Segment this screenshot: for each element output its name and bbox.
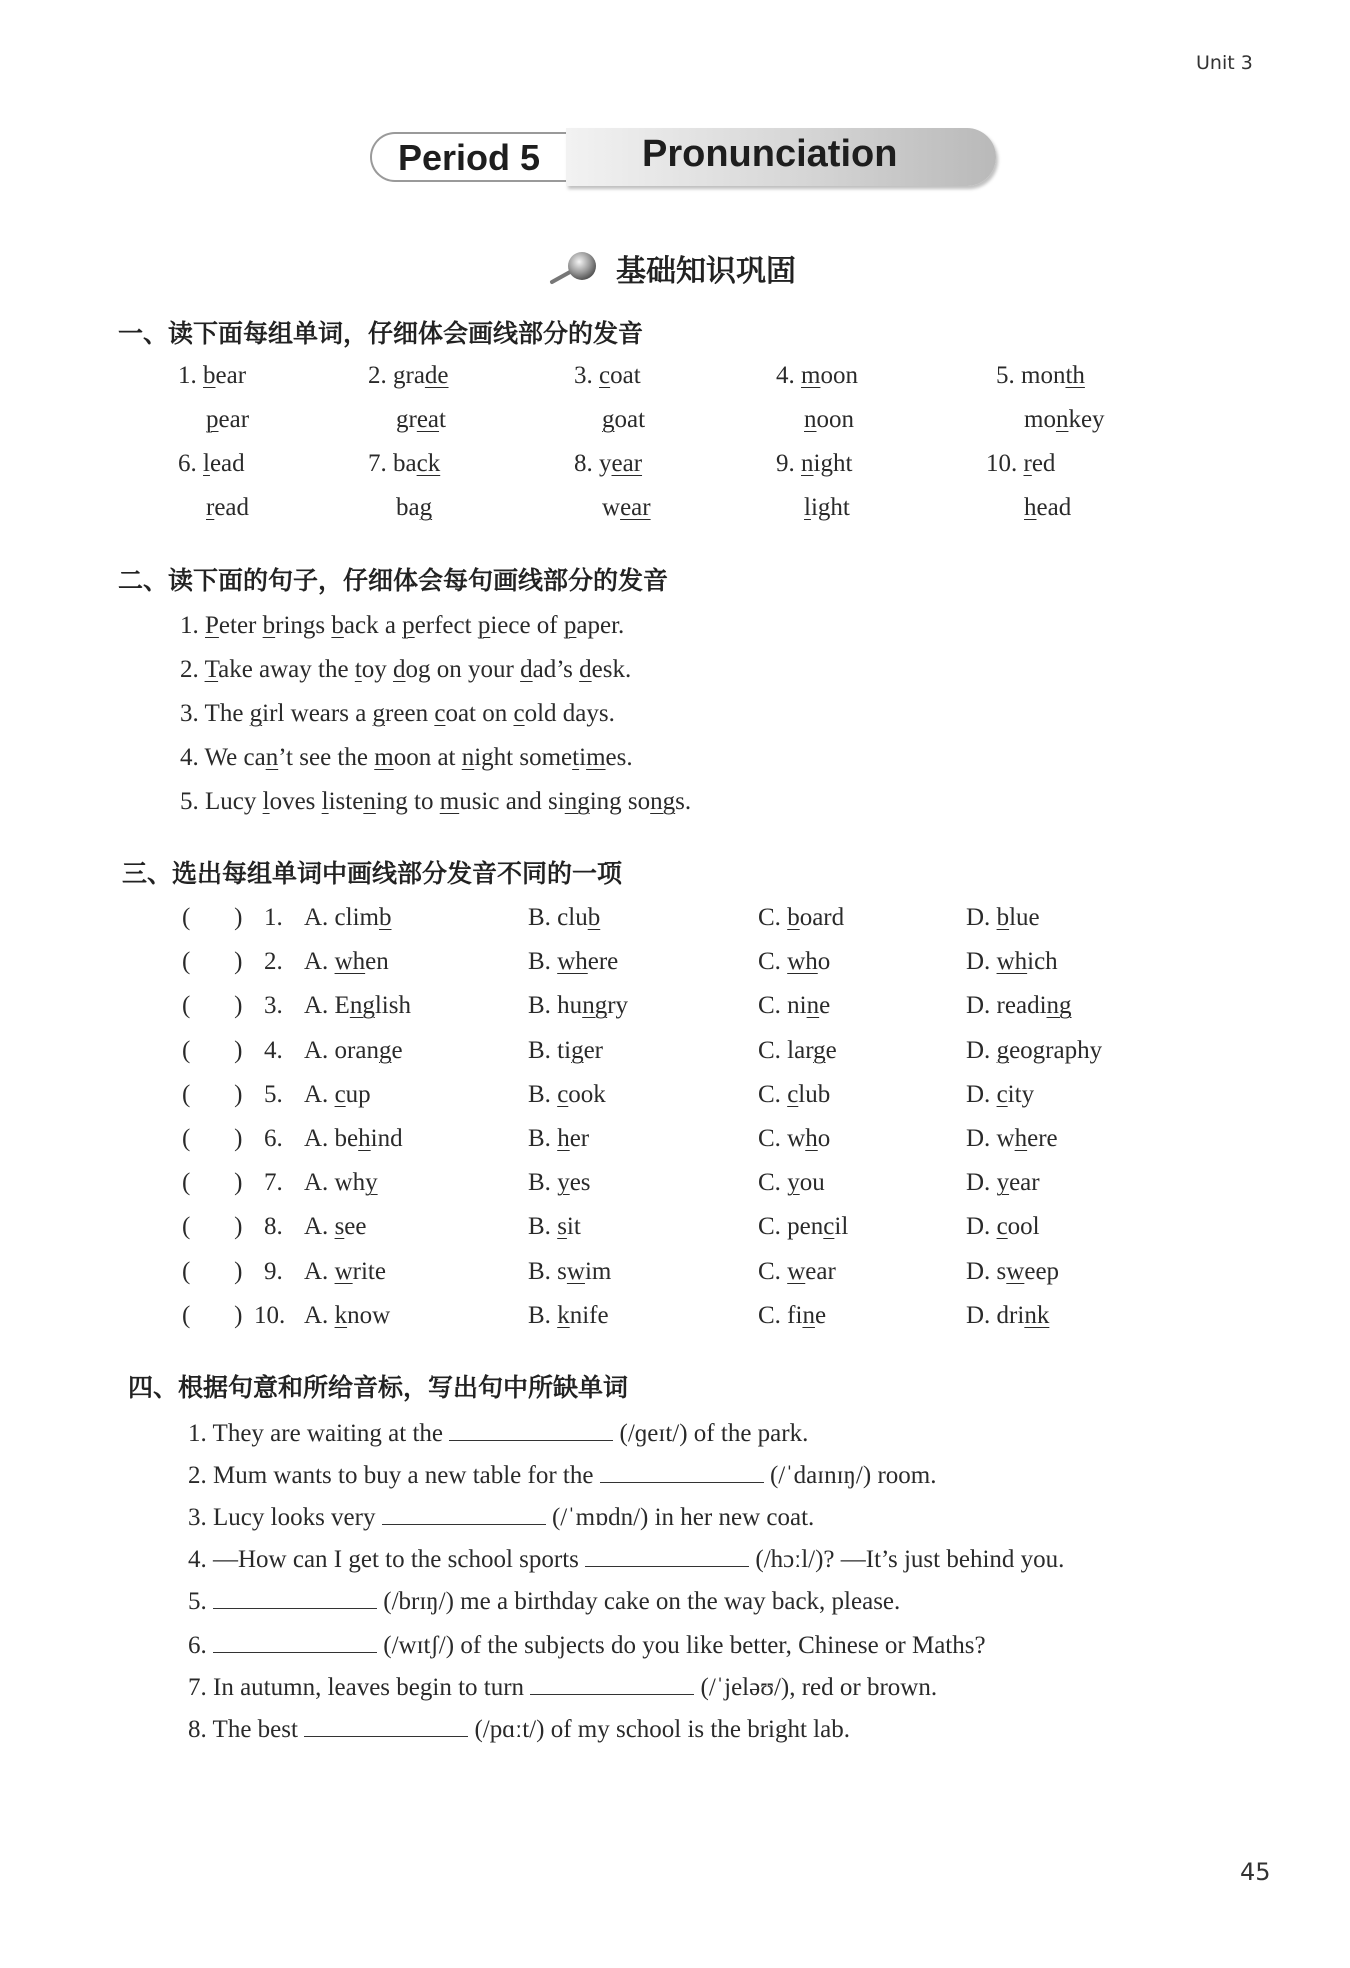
option-b: B. club: [528, 904, 601, 931]
word-pair-second: bag: [396, 494, 433, 521]
fill-in-sentence: 1. They are waiting at the (/ɡeɪt/) of the park.: [188, 1416, 808, 1448]
option-d: D. year: [966, 1169, 1040, 1196]
option-a: A. why: [304, 1169, 378, 1196]
question-number: 1.: [264, 904, 283, 931]
sentence: 2. Take away the toy dog on your dad’s desk.: [180, 656, 632, 683]
option-d: D. where: [966, 1125, 1058, 1152]
answer-bracket: ( ): [182, 1169, 243, 1196]
question-number: 8.: [264, 1213, 283, 1240]
option-b: B. her: [528, 1125, 590, 1152]
answer-bracket: ( ): [182, 948, 243, 975]
word-pair-first: 1. bear: [178, 362, 247, 389]
option-c: C. large: [758, 1037, 837, 1064]
option-a: A. write: [304, 1258, 386, 1285]
option-b: B. yes: [528, 1169, 591, 1196]
option-c: C. fine: [758, 1302, 827, 1329]
word-pair-second: noon: [804, 406, 854, 433]
option-c: C. wear: [758, 1258, 836, 1285]
answer-blank[interactable]: [585, 1542, 749, 1567]
word-pair-first: 6. lead: [178, 450, 245, 477]
sentence: 1. Peter brings back a perfect piece of paper.: [180, 612, 625, 639]
option-d: D. which: [966, 948, 1058, 975]
option-d: D. geography: [966, 1037, 1103, 1064]
option-b: B. swim: [528, 1258, 612, 1285]
answer-bracket: ( ): [182, 1302, 243, 1329]
answer-bracket: ( ): [182, 1081, 243, 1108]
section-4-title: 四、根据句意和所给音标，写出句中所缺单词: [128, 1375, 629, 1402]
answer-bracket: ( ): [182, 1037, 243, 1064]
fill-in-sentence: 5. (/brɪŋ/) me a birthday cake on the way back, please.: [188, 1584, 900, 1616]
answer-blank[interactable]: [449, 1416, 613, 1441]
fill-in-sentence: 2. Mum wants to buy a new table for the (/ˈdaɪnɪŋ/) room.: [188, 1458, 936, 1490]
word-pair-second: read: [206, 494, 250, 521]
option-d: D. city: [966, 1081, 1035, 1108]
answer-blank[interactable]: [213, 1628, 377, 1653]
option-a: A. climb: [304, 904, 392, 931]
answer-blank[interactable]: [382, 1500, 546, 1525]
word-pair-first: 4. moon: [776, 362, 858, 389]
answer-bracket: ( ): [182, 1125, 243, 1152]
sentence: 4. We can’t see the moon at night sometimes.: [180, 744, 633, 771]
option-d: D. sweep: [966, 1258, 1060, 1285]
answer-blank[interactable]: [304, 1712, 468, 1737]
option-a: A. see: [304, 1213, 367, 1240]
section-2-title: 二、读下面的句子，仔细体会每句画线部分的发音: [118, 568, 669, 595]
option-b: B. sit: [528, 1213, 581, 1240]
answer-bracket: ( ): [182, 992, 243, 1019]
option-d: D. drink: [966, 1302, 1050, 1329]
answer-blank[interactable]: [213, 1584, 377, 1609]
word-pair-second: wear: [602, 494, 651, 521]
option-a: A. know: [304, 1302, 391, 1329]
question-number: 2.: [264, 948, 283, 975]
option-c: C. who: [758, 948, 831, 975]
word-pair-first: 3. coat: [574, 362, 641, 389]
fill-in-sentence: 7. In autumn, leaves begin to turn (/ˈjeləʊ/), red or brown.: [188, 1670, 937, 1702]
question-number: 3.: [264, 992, 283, 1019]
option-c: C. nine: [758, 992, 831, 1019]
word-pair-second: goat: [602, 406, 646, 433]
sentence: 5. Lucy loves listening to music and singing songs.: [180, 788, 692, 815]
option-b: B. tiger: [528, 1037, 603, 1064]
option-b: B. hungry: [528, 992, 629, 1019]
option-d: D. cool: [966, 1213, 1040, 1240]
question-number: 7.: [264, 1169, 283, 1196]
sentence: 3. The girl wears a green coat on cold days.: [180, 700, 615, 727]
word-pair-first: 2. grade: [368, 362, 449, 389]
option-b: B. cook: [528, 1081, 606, 1108]
option-a: A. when: [304, 948, 389, 975]
word-pair-second: monkey: [1024, 406, 1105, 433]
option-b: B. where: [528, 948, 619, 975]
word-pair-first: 7. back: [368, 450, 441, 477]
question-number: 10.: [254, 1302, 286, 1329]
word-pair-first: 5. month: [996, 362, 1085, 389]
answer-bracket: ( ): [182, 904, 243, 931]
topic-title: Pronunciation: [642, 133, 898, 175]
option-c: C. club: [758, 1081, 831, 1108]
word-pair-first: 9. night: [776, 450, 853, 477]
option-c: C. board: [758, 904, 845, 931]
option-d: D. blue: [966, 904, 1040, 931]
page-number: 45: [1240, 1858, 1271, 1886]
word-pair-first: 8. year: [574, 450, 643, 477]
option-a: A. behind: [304, 1125, 403, 1152]
magnifier-icon: [548, 250, 604, 286]
subtitle-text: 基础知识巩固: [616, 255, 796, 288]
unit-label: Unit 3: [1196, 52, 1253, 74]
section-1-title: 一、读下面每组单词，仔细体会画线部分的发音: [118, 321, 644, 348]
option-c: C. you: [758, 1169, 825, 1196]
option-a: A. cup: [304, 1081, 371, 1108]
word-pair-second: head: [1024, 494, 1072, 521]
answer-bracket: ( ): [182, 1258, 243, 1285]
word-pair-first: 10. red: [986, 450, 1056, 477]
fill-in-sentence: 8. The best (/pɑːt/) of my school is the bright lab.: [188, 1712, 850, 1744]
answer-blank[interactable]: [530, 1670, 694, 1695]
question-number: 6.: [264, 1125, 283, 1152]
option-a: A. English: [304, 992, 411, 1019]
question-number: 9.: [264, 1258, 283, 1285]
option-c: C. pencil: [758, 1213, 849, 1240]
answer-bracket: ( ): [182, 1213, 243, 1240]
fill-in-sentence: 4. —How can I get to the school sports (/hɔːl/)? —It’s just behind you.: [188, 1542, 1064, 1574]
question-number: 4.: [264, 1037, 283, 1064]
word-pair-second: pear: [206, 406, 250, 433]
answer-blank[interactable]: [600, 1458, 764, 1483]
option-d: D. reading: [966, 992, 1072, 1019]
section-3-title: 三、选出每组单词中画线部分发音不同的一项: [122, 861, 623, 888]
question-number: 5.: [264, 1081, 283, 1108]
period-banner: [370, 128, 998, 186]
option-c: C. who: [758, 1125, 831, 1152]
word-pair-second: great: [396, 406, 446, 433]
option-b: B. knife: [528, 1302, 609, 1329]
period-title: Period 5: [398, 137, 541, 178]
option-a: A. orange: [304, 1037, 403, 1064]
fill-in-sentence: 3. Lucy looks very (/ˈmɒdn/) in her new coat.: [188, 1500, 814, 1532]
fill-in-sentence: 6. (/wɪtʃ/) of the subjects do you like better, Chinese or Maths?: [188, 1628, 986, 1660]
word-pair-second: light: [804, 494, 850, 521]
